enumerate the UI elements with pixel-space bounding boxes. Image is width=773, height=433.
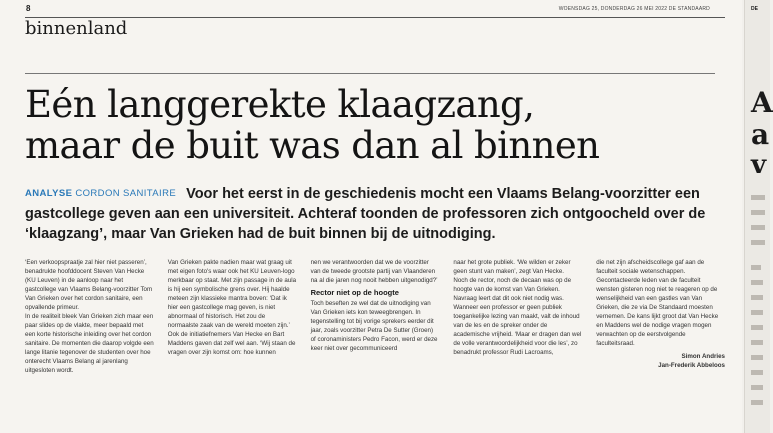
- adjacent-text-line: [751, 210, 765, 215]
- adjacent-headline-letter-3: v: [751, 150, 767, 180]
- body-paragraph: Toch beseften ze wel dat de uitnodiging van Van Grieken iets kon teweegbrengen. In tegenstelling tot bij vorige sprekers eerder dit jaar, zoals voorzitter Petra De Sutter (Groen) of coronaministers Pedro Facon, werd er deze keer niet over gecommuniceerd: [310, 300, 438, 352]
- dateline: WOENSDAG 25, DONDERDAG 26 MEI 2022 DE STANDAARD: [558, 6, 710, 12]
- adjacent-page-edge: [744, 0, 773, 433]
- adjacent-text-line: [751, 355, 763, 360]
- column-3: [311, 258, 440, 433]
- adjacent-text-line: [751, 370, 763, 375]
- adjacent-text-line: [751, 240, 765, 245]
- adjacent-text-line: [751, 295, 763, 300]
- body-paragraph: Van Grieken pakte nadien maar wat graag uit met eigen foto's waar ook het KU Leuven-logo merkbaar op staat. Met zijn passage in de aula is hij een symbolische grens over. Hij haalde meteen zijn klassieke mantra boven: ‘Dat ik hier een gastcollege mag geven, is niet abnormaal of historisch. Het zou de normaalste zaak van de wereld moeten zijn.’: [167, 259, 297, 329]
- adjacent-text-line: [751, 195, 765, 200]
- adjacent-text-line: [751, 265, 761, 270]
- kicker-topic: CORDON SANITAIRE: [75, 188, 177, 199]
- column-1: [25, 258, 154, 433]
- headline-line-2: maar de buit was dan al binnen: [25, 124, 600, 167]
- kicker-label: ANALYSE: [25, 188, 73, 199]
- byline-author-2: Jan-Frederik Abbeloos: [658, 362, 725, 369]
- kicker: [25, 188, 176, 199]
- body-paragraph: nen we verantwoorden dat we de voorzitter van de tweede grootste partij van Vlaanderen na al die jaren nog nooit hebben uitgenodigd?’: [310, 259, 438, 284]
- adjacent-text-line: [751, 310, 763, 315]
- adjacent-text-line: [751, 385, 763, 390]
- body-paragraph: Ook de initiatiefnemers Van Hecke en Bart Maddens gaven dat zelf wel aan. ‘Wij staan de vragen over zijn komst om: hoe kunnen: [167, 331, 296, 356]
- body-paragraph: die net zijn afscheidscollege gaf aan de faculteit sociale wetenschappen.: [596, 259, 705, 275]
- headline: [25, 84, 725, 166]
- body-paragraph: ‘Een verkoopspraatje zal hier niet passeren’, benadrukte hoofddocent Steven Van Hecke (KU Leuven) in de aanloop naar het gastcollege van Vlaams Belang-voorzitter Tom Van Grieken over het cordon sanitaire, een opvallende primeur.: [25, 259, 153, 311]
- adjacent-text-line: [751, 280, 763, 285]
- subhead: Rector niet op de hoogte: [310, 288, 399, 297]
- section-title: binnenland: [25, 18, 128, 39]
- body-columns: [25, 258, 725, 433]
- column-2: [168, 258, 297, 433]
- page-number: 8: [26, 4, 31, 13]
- adjacent-text-line: [751, 340, 763, 345]
- adjacent-headline-letter-2: a: [751, 118, 770, 151]
- top-rule: [25, 17, 725, 18]
- headline-line-1: Eén langgerekte klaagzang,: [25, 83, 535, 126]
- adjacent-text-line: [751, 225, 765, 230]
- byline-author-1: Simon Andries: [681, 353, 725, 360]
- body-paragraph: naar het grote publiek. ‘We wilden er zeker geen stunt van maken’, zegt Van Hecke.: [453, 259, 571, 275]
- lead-text: Voor het eerst in de geschiedenis mocht een Vlaams Belang-voorzitter een gastcollege geven aan een universiteit. Achteraf toonden de professoren zich ontgoocheld over de ‘klaagzang’, maar Van Grieken had de buit binnen bij de uitnodiging.: [25, 186, 706, 242]
- adjacent-text-line: [751, 325, 763, 330]
- lead-paragraph: [25, 184, 725, 244]
- column-5: [596, 258, 725, 433]
- body-paragraph: Gecontacteerde leden van de faculteit wensten gisteren nog niet te reageren op de wenselijkheid van een gastles van Van Grieken, die ze via De Standaard moesten vernemen. De kans lijkt groot dat Van Hecke en Maddens wel de nodige vragen mogen verwachten op de eerstvolgende faculteitsraad.: [596, 277, 719, 347]
- body-paragraph: Noch de rector, noch de decaan was op de hoogte van de komst van Van Grieken. Navraag leert dat dit ook niet nodig was. Wanneer een professor er geen publiek toegankelijke lezing van maakt, valt de inhoud van de les en de spreker onder de academische vrijheid. ‘Maar er dragen dan wel de volle verantwoordelijkheid voor die les’, zo benadrukt professor Rudi Lacroams,: [453, 277, 582, 356]
- body-paragraph: In de realiteit bleek Van Grieken zich maar een paar slides op de vlakte, meer bepaald met een korte historische inleiding over het cordon sanitaire. De momenten die daarop volgde een lange litanie tegenover de studenten over hoe onterecht Vlaams Belang al jarenlang uitgesloten wordt.: [25, 313, 154, 374]
- adjacent-page-header: DE: [751, 6, 758, 12]
- adjacent-text-line: [751, 400, 763, 405]
- section-rule: [25, 73, 715, 74]
- adjacent-headline-letter-1: A: [751, 86, 773, 119]
- column-4: [453, 258, 582, 433]
